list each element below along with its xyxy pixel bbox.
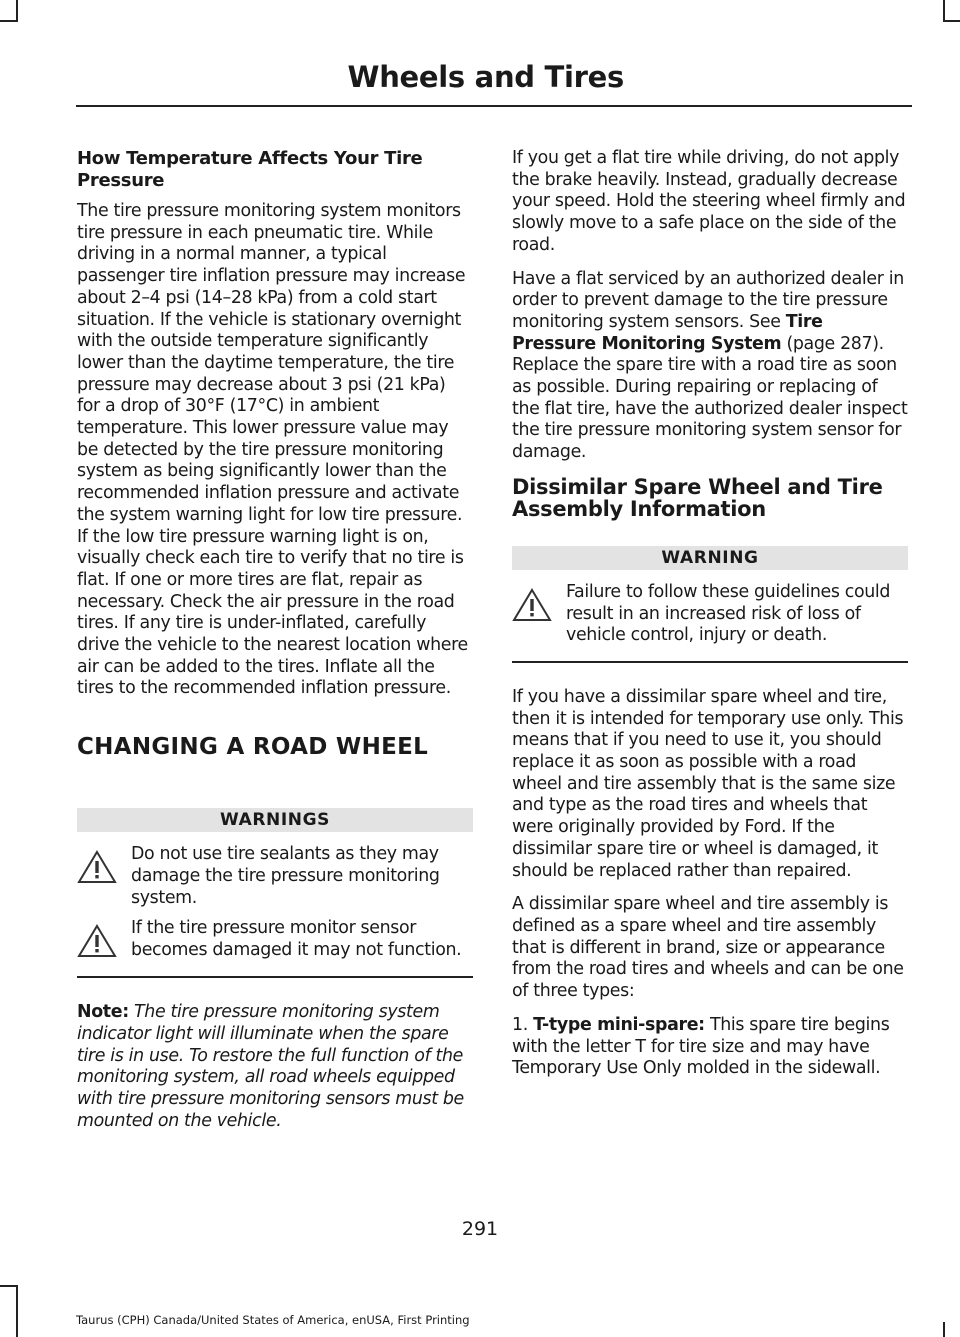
list-item-t-type bbox=[512, 1015, 908, 1080]
note-label: Note: bbox=[77, 1002, 129, 1023]
warnings-divider bbox=[77, 976, 473, 978]
warning-item bbox=[77, 918, 473, 962]
list-item-number: 1. bbox=[512, 1014, 528, 1035]
warning-divider bbox=[512, 661, 908, 663]
tpms-reference-link[interactable]: Tire Pressure Monitoring System bbox=[512, 311, 823, 354]
crop-mark bbox=[943, 20, 960, 22]
crop-mark bbox=[943, 0, 945, 22]
warning-item bbox=[512, 582, 908, 647]
temperature-paragraph: The tire pressure monitoring system monitors tire pressure in each pneumatic tire. While driving in a normal manner, a typical passenger tire inflation pressure may increase about 2–4 psi (14–28 kPa) from a cold start situation. If the vehicle is stationary overnight with the outside temperature significantly lower than the daytime temperature, the tire pressure may decrease about 3 psi (21 kPa) for a drop of 30°F (17°C) in ambient temperature. This lower pressure value may be detected by the tire pressure monitoring system as being significantly lower than the recommended inflation pressure and activate the system warning light for low tire pressure. If the low tire pressure warning light is on, visually check each tire to verify that no tire is flat. If one or more tires are flat, repair as necessary. Check the air pressure in the road tires. If any tire is under-inflated, carefully drive the vehicle to the nearest location where air can be added to the tires. Inflate all the tires to the recommended inflation pressure. bbox=[77, 201, 468, 699]
service-paragraph bbox=[512, 269, 908, 464]
warnings-header: WARNINGS bbox=[77, 808, 473, 832]
service-text-end: (page 287). Replace the spare tire with a road tire as soon as possible. During repairing or replacing of the flat tire, have the authorized dealer inspect the tire pressure monitoring system sensor for damage. bbox=[512, 333, 908, 463]
service-text-start: Have a flat serviced by an authorized dealer in order to prevent damage to the tire pressure monitoring system sensors. See bbox=[512, 268, 904, 332]
page-number: 291 bbox=[461, 1218, 499, 1240]
note-text: The tire pressure monitoring system indicator light will illuminate when the spare tire is in use. To restore the full function of the monitoring system, all road wheels equipped with tire pressure monitoring sensors must be mounted on the vehicle. bbox=[77, 1002, 464, 1131]
right-column bbox=[512, 148, 908, 1092]
warning-text: Do not use tire sealants as they may damage the tire pressure monitoring system. bbox=[131, 844, 440, 908]
crop-mark bbox=[943, 1322, 945, 1337]
crop-mark bbox=[16, 0, 18, 22]
footer-text: Taurus (CPH) Canada/United States of America, enUSA, First Printing bbox=[76, 1313, 470, 1327]
warning-text: Failure to follow these guidelines could result in an increased risk of loss of vehicle control, injury or death. bbox=[566, 581, 891, 646]
section-title-changing-road-wheel: CHANGING A ROAD WHEEL bbox=[77, 734, 429, 761]
subsection-title-dissimilar-spare: Dissimilar Spare Wheel and Tire Assembly Information bbox=[512, 474, 883, 521]
definition-paragraph: A dissimilar spare wheel and tire assembly is defined as a spare wheel and tire assembly that is different in brand, size or appearance from the road tires and wheels and can be one of three types: bbox=[512, 894, 904, 1002]
note-paragraph bbox=[77, 1002, 473, 1132]
warning-item bbox=[77, 844, 473, 909]
crop-mark bbox=[0, 1285, 18, 1287]
left-column bbox=[77, 148, 473, 1145]
header-divider bbox=[76, 105, 912, 107]
warning-triangle-icon bbox=[512, 582, 566, 647]
warning-header: WARNING bbox=[512, 546, 908, 570]
list-item-label: T-type mini-spare: bbox=[533, 1014, 705, 1035]
warning-text: If the tire pressure monitor sensor becomes damaged it may not function. bbox=[131, 918, 462, 960]
warning-triangle-icon bbox=[77, 918, 131, 962]
dissimilar-paragraph: If you have a dissimilar spare wheel and tire, then it is intended for temporary use only. This means that if you need to use it, you should replace it as soon as possible with a road wheel and tire assembly that is the same size and type as the road tires and wheels that were originally provided by Ford. If the dissimilar spare tire or wheel is damaged, it should be replaced rather than repaired. bbox=[512, 686, 904, 881]
subhead-temperature: How Temperature Affects Your Tire Pressure bbox=[77, 148, 423, 191]
crop-mark bbox=[0, 20, 18, 22]
list-item-text: This spare tire begins with the letter T for tire size and may have Temporary Use Only molded in the sidewall. bbox=[512, 1014, 890, 1079]
warning-triangle-icon bbox=[77, 844, 131, 909]
flat-tire-paragraph: If you get a flat tire while driving, do not apply the brake heavily. Instead, gradually decrease your speed. Hold the steering wheel firmly and slowly move to a safe place on the side of the road. bbox=[512, 148, 906, 255]
page-title: Wheels and Tires bbox=[347, 60, 624, 94]
crop-mark bbox=[16, 1285, 18, 1337]
